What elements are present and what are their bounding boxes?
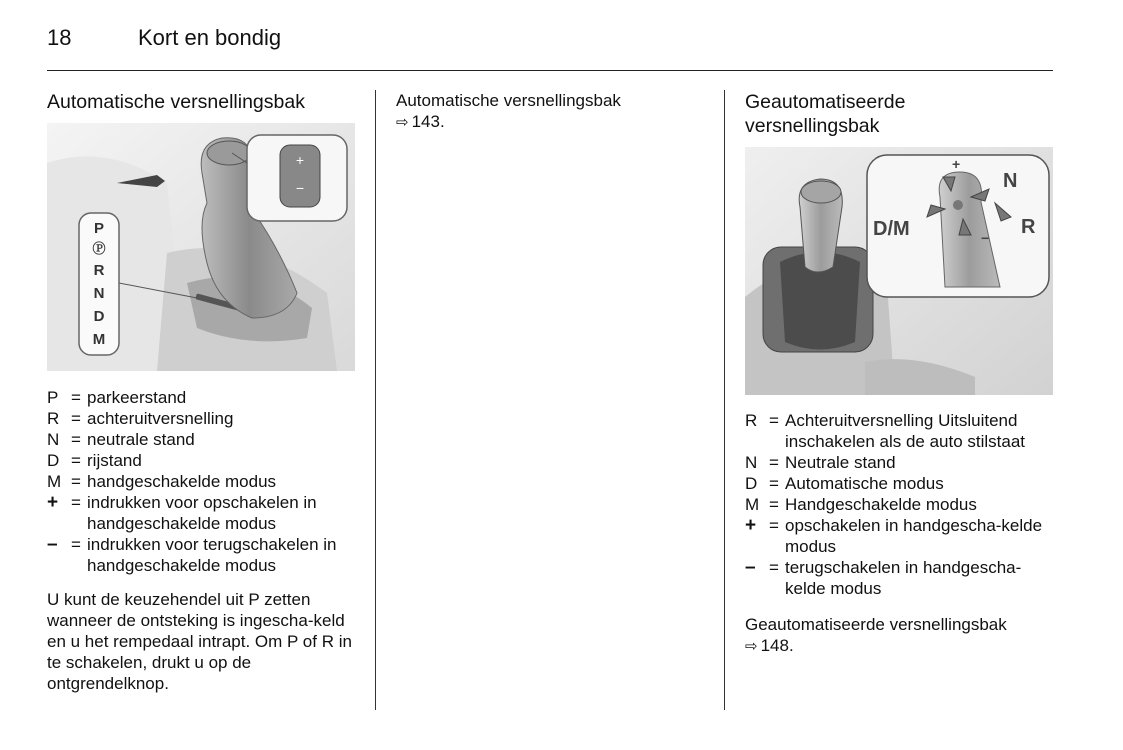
section-heading-automated [745,90,1055,138]
figure-label-minus: − [981,230,990,246]
para-key: R [321,632,334,651]
legend-item: + = opschakelen in handgescha-kelde modus [745,515,1055,557]
reference-text: Geautomatiseerde versnellingsbak [745,615,1007,634]
heading-line: Geautomatiseerde [745,91,906,113]
para-text: zetten wanneer de ontsteking is ingescha-keld en u het rempedaal intrapt. Om [47,590,345,651]
header-divider [47,70,1053,71]
legend-desc: neutrale stand [87,430,195,449]
reference-arrow-icon: ⇨ [745,638,758,655]
legend-desc: terugschakelen in handgescha-kelde modus [785,558,1022,598]
column-divider-2 [724,90,725,710]
legend-desc: opschakelen in handgescha-kelde modus [785,516,1043,556]
legend-key: M [47,472,62,491]
legend-item: R = Achteruitversnelling Uitsluitend inschakelen als de auto stilstaat [745,410,1055,452]
legend-key: R [47,409,60,428]
automatic-gearbox-figure [47,123,355,371]
selector-label-p: P [93,220,105,237]
legend-item: D = rijstand [47,450,357,471]
column-automatic [47,90,357,694]
figure-plus-label: + [295,152,305,168]
page-number: 18 [47,25,72,50]
legend-desc: indrukken voor opschakelen in handgeschakelde modus [87,493,317,533]
figure-label-dm: D/M [873,218,910,240]
selector-label-d: D [93,308,105,325]
page-title: Kort en bondig [138,25,282,50]
legend-item: – = terugschakelen in handgescha-kelde modus [745,557,1055,599]
legend-desc: achteruitversnelling [87,409,234,428]
legend-item: M = Handgeschakelde modus [745,494,1055,515]
legend-key: R [745,411,758,430]
section-heading-automatic: Automatische versnellingsbak [47,91,305,113]
figure-label-n: N [1003,170,1018,192]
legend-desc: parkeerstand [87,388,187,407]
legend-item: P = parkeerstand [47,387,357,408]
para-text: U kunt de keuzehendel uit [47,590,249,609]
para-key: P [287,632,299,651]
legend-item: D = Automatische modus [745,473,1055,494]
legend-item: N = Neutrale stand [745,452,1055,473]
legend-key-minus: – [47,534,58,555]
legend-item: + = indrukken voor opschakelen in handgeschakelde modus [47,492,357,534]
reference-automated [745,614,1055,657]
legend-key: N [47,430,60,449]
legend-key: D [745,474,758,493]
figure-minus-label: − [295,180,305,196]
selector-label-lock: Ⓟ [92,241,106,256]
legend-key: P [47,388,59,407]
reference-page[interactable]: 143. [411,112,445,131]
reference-page[interactable]: 148. [760,636,794,655]
reference-automatic [396,90,706,133]
para-key: P [248,590,260,609]
legend-desc: Automatische modus [785,474,944,493]
reference-text: Automatische versnellingsbak [396,91,621,110]
legend-item: M = handgeschakelde modus [47,471,357,492]
legend-key: N [745,453,758,472]
automated-gearbox-figure [745,147,1053,395]
legend-desc: Neutrale stand [785,453,896,472]
legend-desc: Achteruitversnelling Uitsluitend inschakelen als de auto stilstaat [785,411,1026,451]
selector-label-r: R [93,262,105,279]
para-text: in te schakelen, drukt u op de ontgrendelknop. [47,632,352,693]
legend-key-minus: – [745,557,756,578]
legend-automated [745,410,1055,599]
legend-item: – = indrukken voor terugschakelen in handgeschakelde modus [47,534,357,576]
para-text: of [298,632,322,651]
legend-key: D [47,451,60,470]
legend-desc: indrukken voor terugschakelen in handgeschakelde modus [87,535,337,575]
legend-key: M [745,495,760,514]
legend-desc: rijstand [87,451,142,470]
legend-desc: Handgeschakelde modus [785,495,977,514]
column-reference [396,90,706,133]
unlock-paragraph [47,589,357,694]
selector-label-m: M [92,331,106,348]
figure-label-plus: + [952,156,961,172]
legend-item: N = neutrale stand [47,429,357,450]
legend-key-plus: + [47,492,59,513]
legend-key-plus: + [745,515,757,536]
heading-line: versnellingsbak [745,115,880,137]
column-divider-1 [375,90,376,710]
figure-label-r: R [1021,216,1036,238]
column-automated [745,90,1055,657]
legend-automatic [47,387,357,576]
reference-arrow-icon: ⇨ [396,114,409,131]
legend-item: R = achteruitversnelling [47,408,357,429]
selector-label-n: N [93,285,105,302]
legend-desc: handgeschakelde modus [87,472,277,491]
